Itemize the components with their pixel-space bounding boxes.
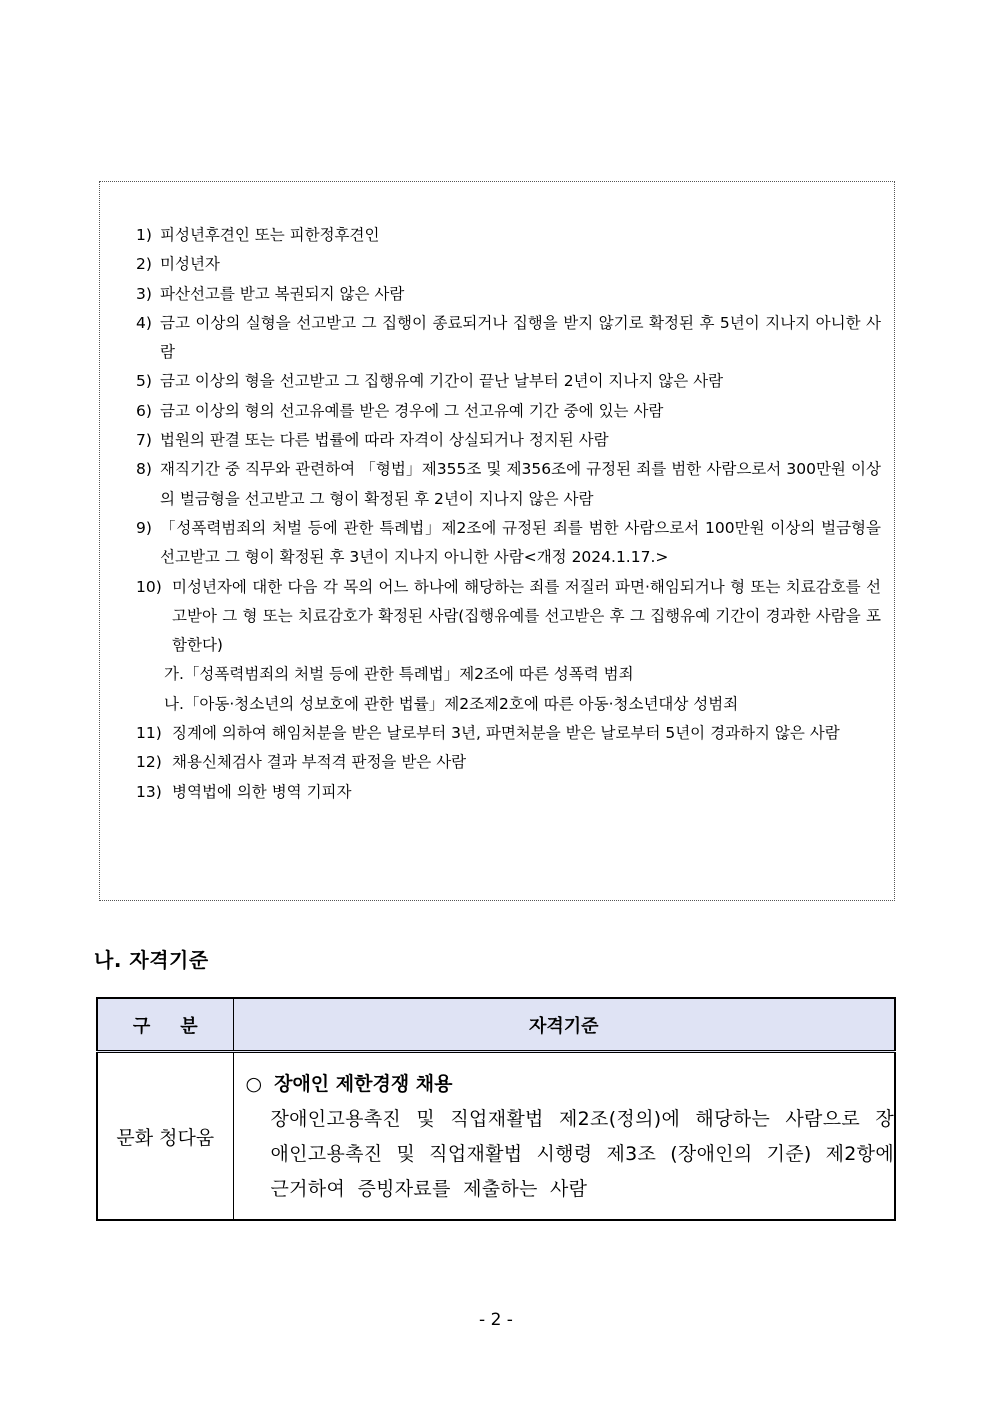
list-item-number: 3) [136,284,152,303]
disqualification-box [99,181,895,901]
list-item-number: 4) [136,313,152,332]
table-header-row [97,998,895,1052]
list-item-text: 채용신체검사 결과 부적격 판정을 받은 사람 [172,753,467,772]
list-item-text: 피성년후견인 또는 피한정후견인 [160,226,380,244]
criteria-body: 장애인고용촉진 및 직업재활법 제2조(정의)에 해당하는 사람으로 장애인고용촉진 및 직업재활법 시행령 제3조 (장애인의 기준) 제2항에 근거하여 증빙자료를 제출하는 사람 [270,1108,894,1200]
criteria-cell [233,1052,895,1221]
list-item-number: 7) [136,431,152,450]
list-item-number: 13) [136,782,162,801]
circle-bullet-icon: ○ [245,1073,263,1095]
sub-item: 가.「성폭력범죄의 처벌 등에 관한 특례법」제2조에 따른 성폭력 범죄 [164,665,634,684]
list-item-text: 금고 이상의 실형을 선고받고 그 집행이 종료되거나 집행을 받지 않기로 확정된 후 5년이 지나지 아니한 사람 [160,313,881,362]
list-item [136,309,881,368]
list-item-text: 금고 이상의 형의 선고유예를 받은 경우에 그 선고유예 기간 중에 있는 사람 [160,401,664,420]
list-item-text: 파산선고를 받고 복권되지 않은 사람 [160,284,405,303]
list-item [136,514,881,573]
category-cell: 문화 청다움 [97,1052,233,1221]
list-item [136,426,881,455]
list-item [136,573,881,661]
list-item [136,280,881,309]
list-item-number: 5) [136,372,152,391]
section-heading: 나. 자격기준 [94,948,209,972]
list-item-text: 미성년자에 대한 다음 각 목의 어느 하나에 해당하는 죄를 저질러 파면·해임되거나 형 또는 치료감호를 선고받아 그 형 또는 치료감호가 확정된 사람(집행유예를 선고받은 후 그 집행유예 기간이 경과한 사람을 포함한다) [172,577,881,655]
list-item-number: 10) [136,577,162,596]
list-item-number: 12) [136,753,162,772]
list-item-text: 재직기간 중 직무와 관련하여 「형법」제355조 및 제356조에 규정된 죄를 범한 사람으로서 300만원 이상의 벌금형을 선고받고 그 형이 확정된 후 2년이 지나지 않은 사람 [160,460,881,508]
list-item-text: 법원의 판결 또는 다른 법률에 따라 자격이 상실되거나 정지된 사람 [160,431,609,450]
page-number: - 2 - [479,1310,513,1330]
list-item [136,455,881,514]
list-item [136,397,881,426]
list-item-text: 징계에 의하여 해임처분을 받은 날로부터 3년, 파면처분을 받은 날로부터 5년이 경과하지 않은 사람 [172,724,840,743]
table-header-category: 구분 [97,998,233,1052]
list-item [136,719,881,748]
list-item-number: 11) [136,724,162,743]
sub-item: 나.「아동·청소년의 성보호에 관한 법률」제2조제2호에 따른 아동·청소년대상 성범죄 [164,694,739,713]
criteria-table [96,997,896,1221]
list-item [136,221,881,250]
disqualification-list [136,221,881,807]
list-item-number: 2) [136,255,152,274]
list-item-text: 금고 이상의 형을 선고받고 그 집행유예 기간이 끝난 날부터 2년이 지나지 않은 사람 [160,372,724,391]
list-item [136,250,881,279]
list-item [136,748,881,777]
list-item [136,778,881,807]
list-item-number: 9) [136,518,152,537]
table-header-criteria: 자격기준 [233,998,895,1052]
list-item-number: 8) [136,460,152,479]
criteria-title-text: 장애인 제한경쟁 채용 [274,1073,453,1095]
list-item [136,367,881,396]
table-row [97,1052,895,1221]
list-item-number: 6) [136,401,152,420]
list-item-number: 1) [136,226,152,244]
list-item-text: 병역법에 의한 병역 기피자 [172,782,352,801]
list-item-text: 「성폭력범죄의 처벌 등에 관한 특례법」제2조에 규정된 죄를 범한 사람으로서 100만원 이상의 벌금형을 선고받고 그 형이 확정된 후 3년이 지나지 아니한 사람<개정 2024.1.17.> [160,518,881,567]
criteria-title [246,1067,895,1102]
list-item-text: 미성년자 [160,255,220,274]
